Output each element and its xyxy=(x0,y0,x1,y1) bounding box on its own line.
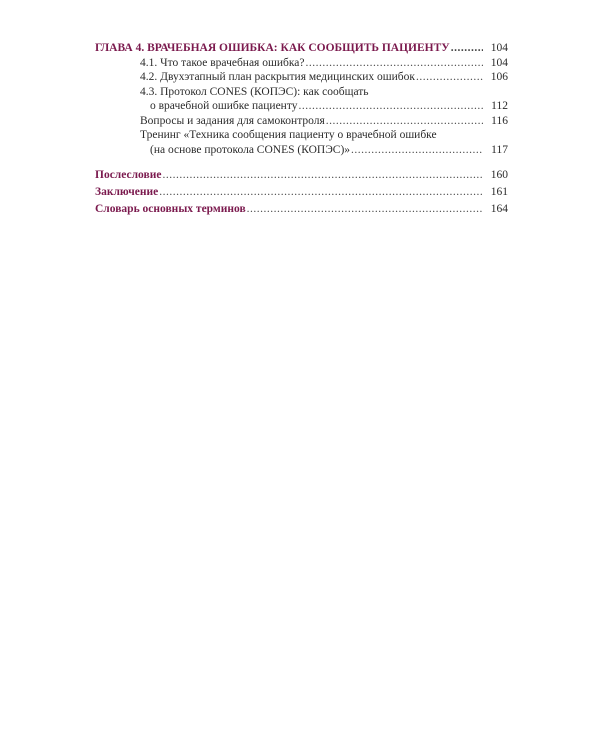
section-title-line2: о врачебной ошибке пациенту xyxy=(150,100,298,112)
chapter-page: 104 xyxy=(490,42,508,54)
leader-dots xyxy=(162,167,483,184)
toc-questions[interactable] xyxy=(95,114,508,129)
leader-dots xyxy=(326,114,483,129)
section-title-line2: (на основе протокола CONES (КОПЭС)» xyxy=(150,143,351,156)
section-title-line1: Тренинг «Техника сообщения пациенту о врачебной ошибке xyxy=(140,129,437,141)
section-page: 116 xyxy=(491,114,508,127)
section-title: 4.1. Что такое врачебная ошибка? xyxy=(140,56,305,69)
section-title-line1: 4.3. Протокол CONES (КОПЭС): как сообщать xyxy=(140,85,369,98)
backmatter-title: Послесловие xyxy=(95,169,162,181)
table-of-contents xyxy=(95,41,508,218)
backmatter-page: 160 xyxy=(490,169,508,181)
spacer xyxy=(95,157,508,167)
leader-dots xyxy=(416,70,483,85)
toc-section-4-1[interactable] xyxy=(95,56,508,71)
toc-training[interactable] xyxy=(95,128,508,157)
section-page: 117 xyxy=(491,143,508,156)
leader-dots xyxy=(247,201,483,218)
toc-chapter-4[interactable] xyxy=(95,41,508,56)
section-title: 4.2. Двухэтапный план раскрытия медицинских ошибок xyxy=(140,71,415,83)
toc-glossary[interactable] xyxy=(95,201,508,218)
section-page: 112 xyxy=(491,100,508,112)
backmatter-title: Словарь основных терминов xyxy=(95,203,246,215)
leader-dots xyxy=(298,99,483,114)
section-page: 104 xyxy=(490,56,508,69)
chapter-title: ГЛАВА 4. ВРАЧЕБНАЯ ОШИБКА: КАК СООБЩИТЬ ПАЦИЕНТУ xyxy=(95,42,450,54)
toc-conclusion[interactable] xyxy=(95,184,508,201)
toc-section-4-3[interactable] xyxy=(95,85,508,114)
leader-dots xyxy=(305,56,483,71)
leader-dots xyxy=(159,184,483,201)
leader-dots xyxy=(351,143,483,158)
backmatter-title: Заключение xyxy=(95,186,159,198)
backmatter-page: 161 xyxy=(490,186,508,198)
section-page: 106 xyxy=(490,71,508,83)
toc-afterword[interactable] xyxy=(95,167,508,184)
backmatter-page: 164 xyxy=(490,203,508,215)
leader-dots xyxy=(451,41,483,56)
section-title: Вопросы и задания для самоконтроля xyxy=(140,114,325,127)
toc-section-4-2[interactable] xyxy=(95,70,508,85)
